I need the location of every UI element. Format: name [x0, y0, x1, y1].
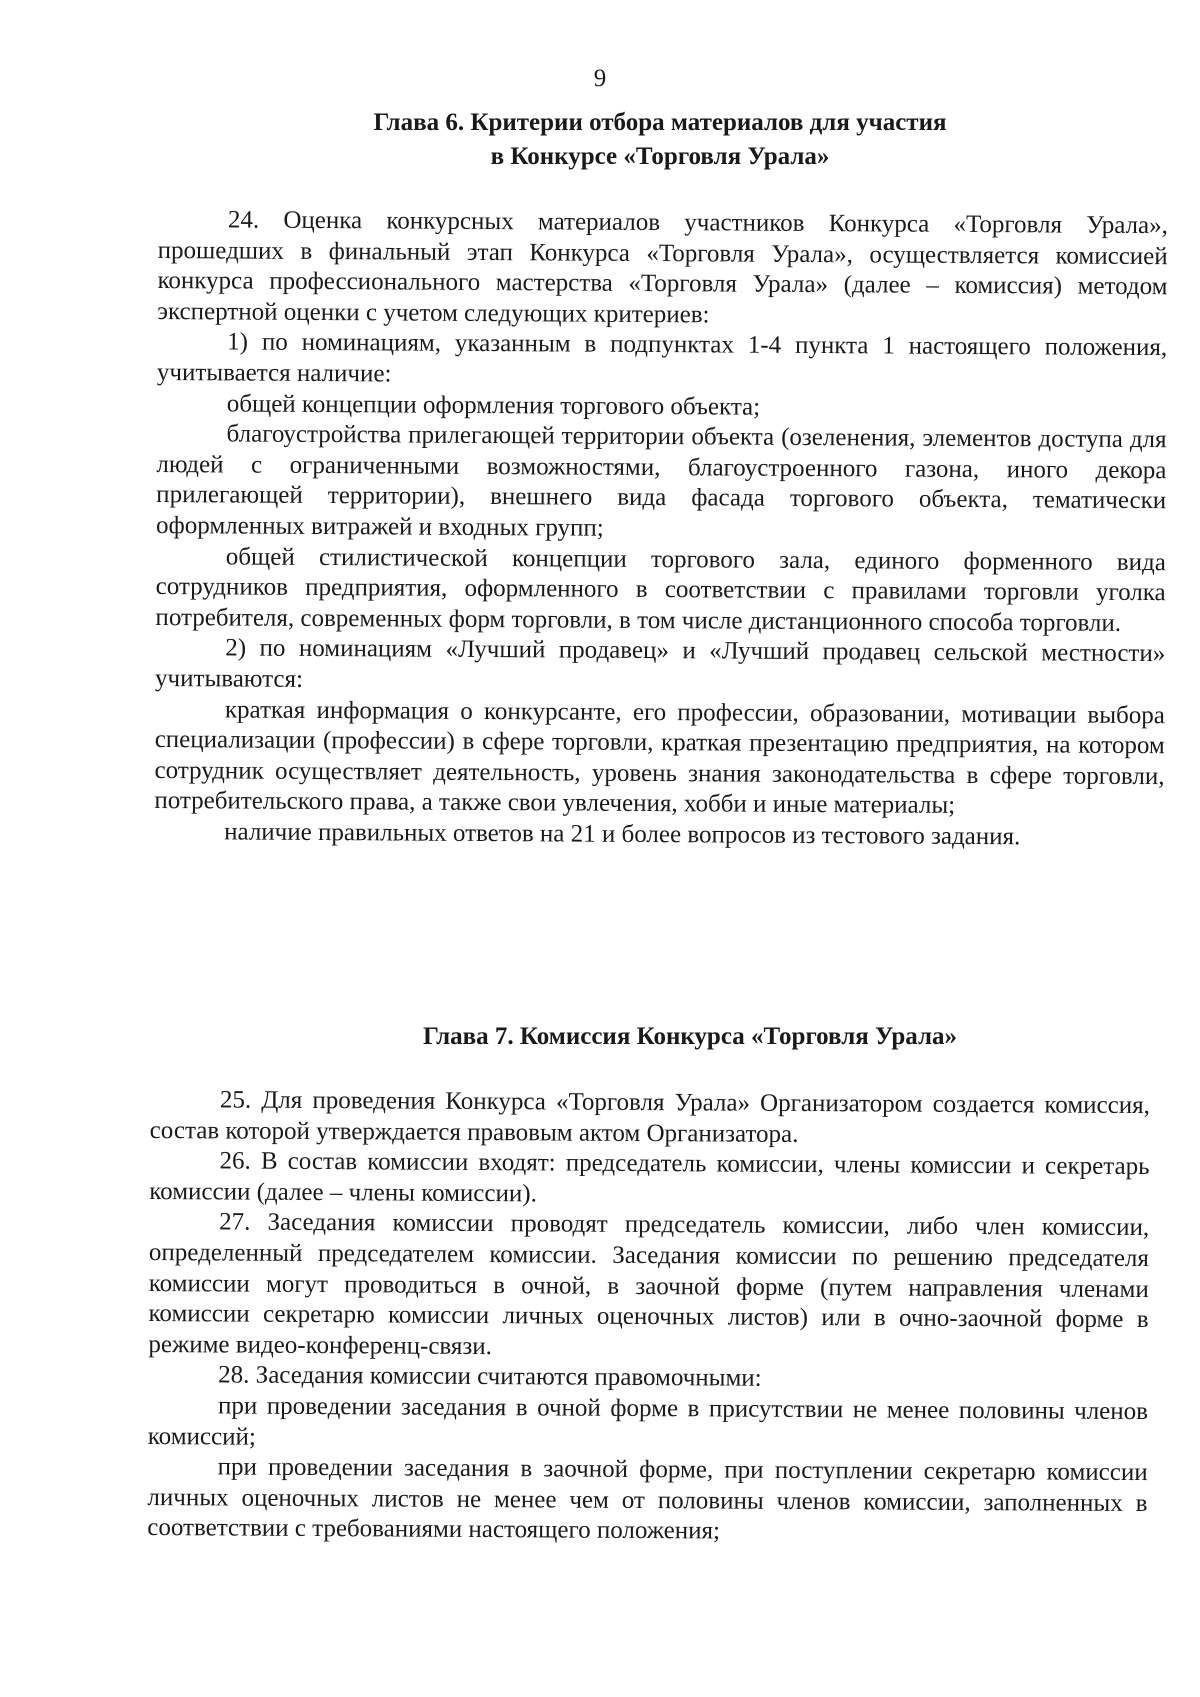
chapter-7-body [147, 1085, 1150, 1550]
paragraph-24-item-1-c: общей стилистической концепции торгового зала, единого форменного вида сотрудников предприятия, оформленного в соответствии с правилами торговли уголка потребителя, современных форм торговли, в том числе дистанционного способа торговли. [155, 542, 1166, 637]
paragraph-28: 28. Заседания комиссии считаются правомочными: [218, 1361, 762, 1393]
page-number: 9 [593, 65, 607, 92]
chapter-6-title-line-2: в Конкурсе «Торговля Урала» [490, 143, 830, 170]
paragraph-24-item-1: 1) по номинациям, указанным в подпунктах 1-4 пункта 1 настоящего положения, учитывается наличие: [156, 328, 1168, 388]
paragraph-28-b: при проведении заседания в заочной форме, при поступлении секретарю комиссии личных оценочных листов не менее чем от половины членов комиссии, заполненных в соответствии с требованиями настоящего положения; [147, 1453, 1148, 1545]
paragraph-28-a: при проведении заседания в очной форме в присутствии не менее половины членов комиссий; [147, 1392, 1149, 1451]
paragraph-24-item-2-b: наличие правильных ответов на 21 и более вопросов из тестового задания. [224, 818, 1021, 851]
paragraph-24-item-2-a: краткая информация о конкурсанте, его профессии, образовании, мотивации выбора специализации (профессии) в сфере торговли, краткая презентацию предприятия, на котором сотрудник осуществляет деятельность, уровень знания законодательства в сфере торговли, потребительского права, а также свои увлечения, хобби и иные материалы; [154, 695, 1165, 820]
paragraph-24-item-2: 2) по номинациям «Лучший продавец» и «Лучший продавец сельской местности» учитываются: [155, 634, 1166, 693]
chapter-6-title [150, 106, 1170, 174]
chapter-6-title-line-1: Глава 6. Критерии отбора материалов для участия [373, 109, 947, 136]
paragraph-24-item-1-a: общей концепции оформления торгового объекта; [226, 389, 761, 421]
paragraph-25: 25. Для проведения Конкурса «Торговля Урала» Организатором создается комиссия, состав которой утверждается правовым актом Организатора. [149, 1086, 1150, 1148]
paragraph-24: 24. Оценка конкурсных материалов участников Конкурса «Торговля Урала», прошедших в финальный этап Конкурса «Торговля Урала», осуществляется комиссией конкурса профессионального мастерства «Торговля Урала» (далее – комиссия) методом экспертной оценки с учетом следующих критериев: [157, 206, 1168, 329]
paragraph-24-item-1-b: благоустройства прилегающей территории объекта (озеленения, элементов доступа для людей с ограниченными возможностями, благоустроенного газона, иного декора прилегающей территории), внешнего вида фасада торгового объекта, тематически оформленных витражей и входных групп; [155, 420, 1167, 542]
chapter-6-body [154, 205, 1168, 854]
paragraph-26: 26. В состав комиссии входят: председатель комиссии, члены комиссии и секретарь комиссии (далее – члены комиссии). [149, 1147, 1150, 1208]
chapter-7-title: Глава 7. Комиссия Конкурса «Торговля Урала» [423, 1023, 957, 1050]
paragraph-27: 27. Заседания комиссии проводят председатель комиссии, либо член комиссии, определенный председателем комиссии. Заседания комиссии по решению председателя комиссии могут проводиться в очной, в заочной форме (путем направления членами комиссии секретарю комиссии личных оценочных листов) или в очно-заочной форме в режиме видео-конференц-связи. [148, 1208, 1150, 1360]
